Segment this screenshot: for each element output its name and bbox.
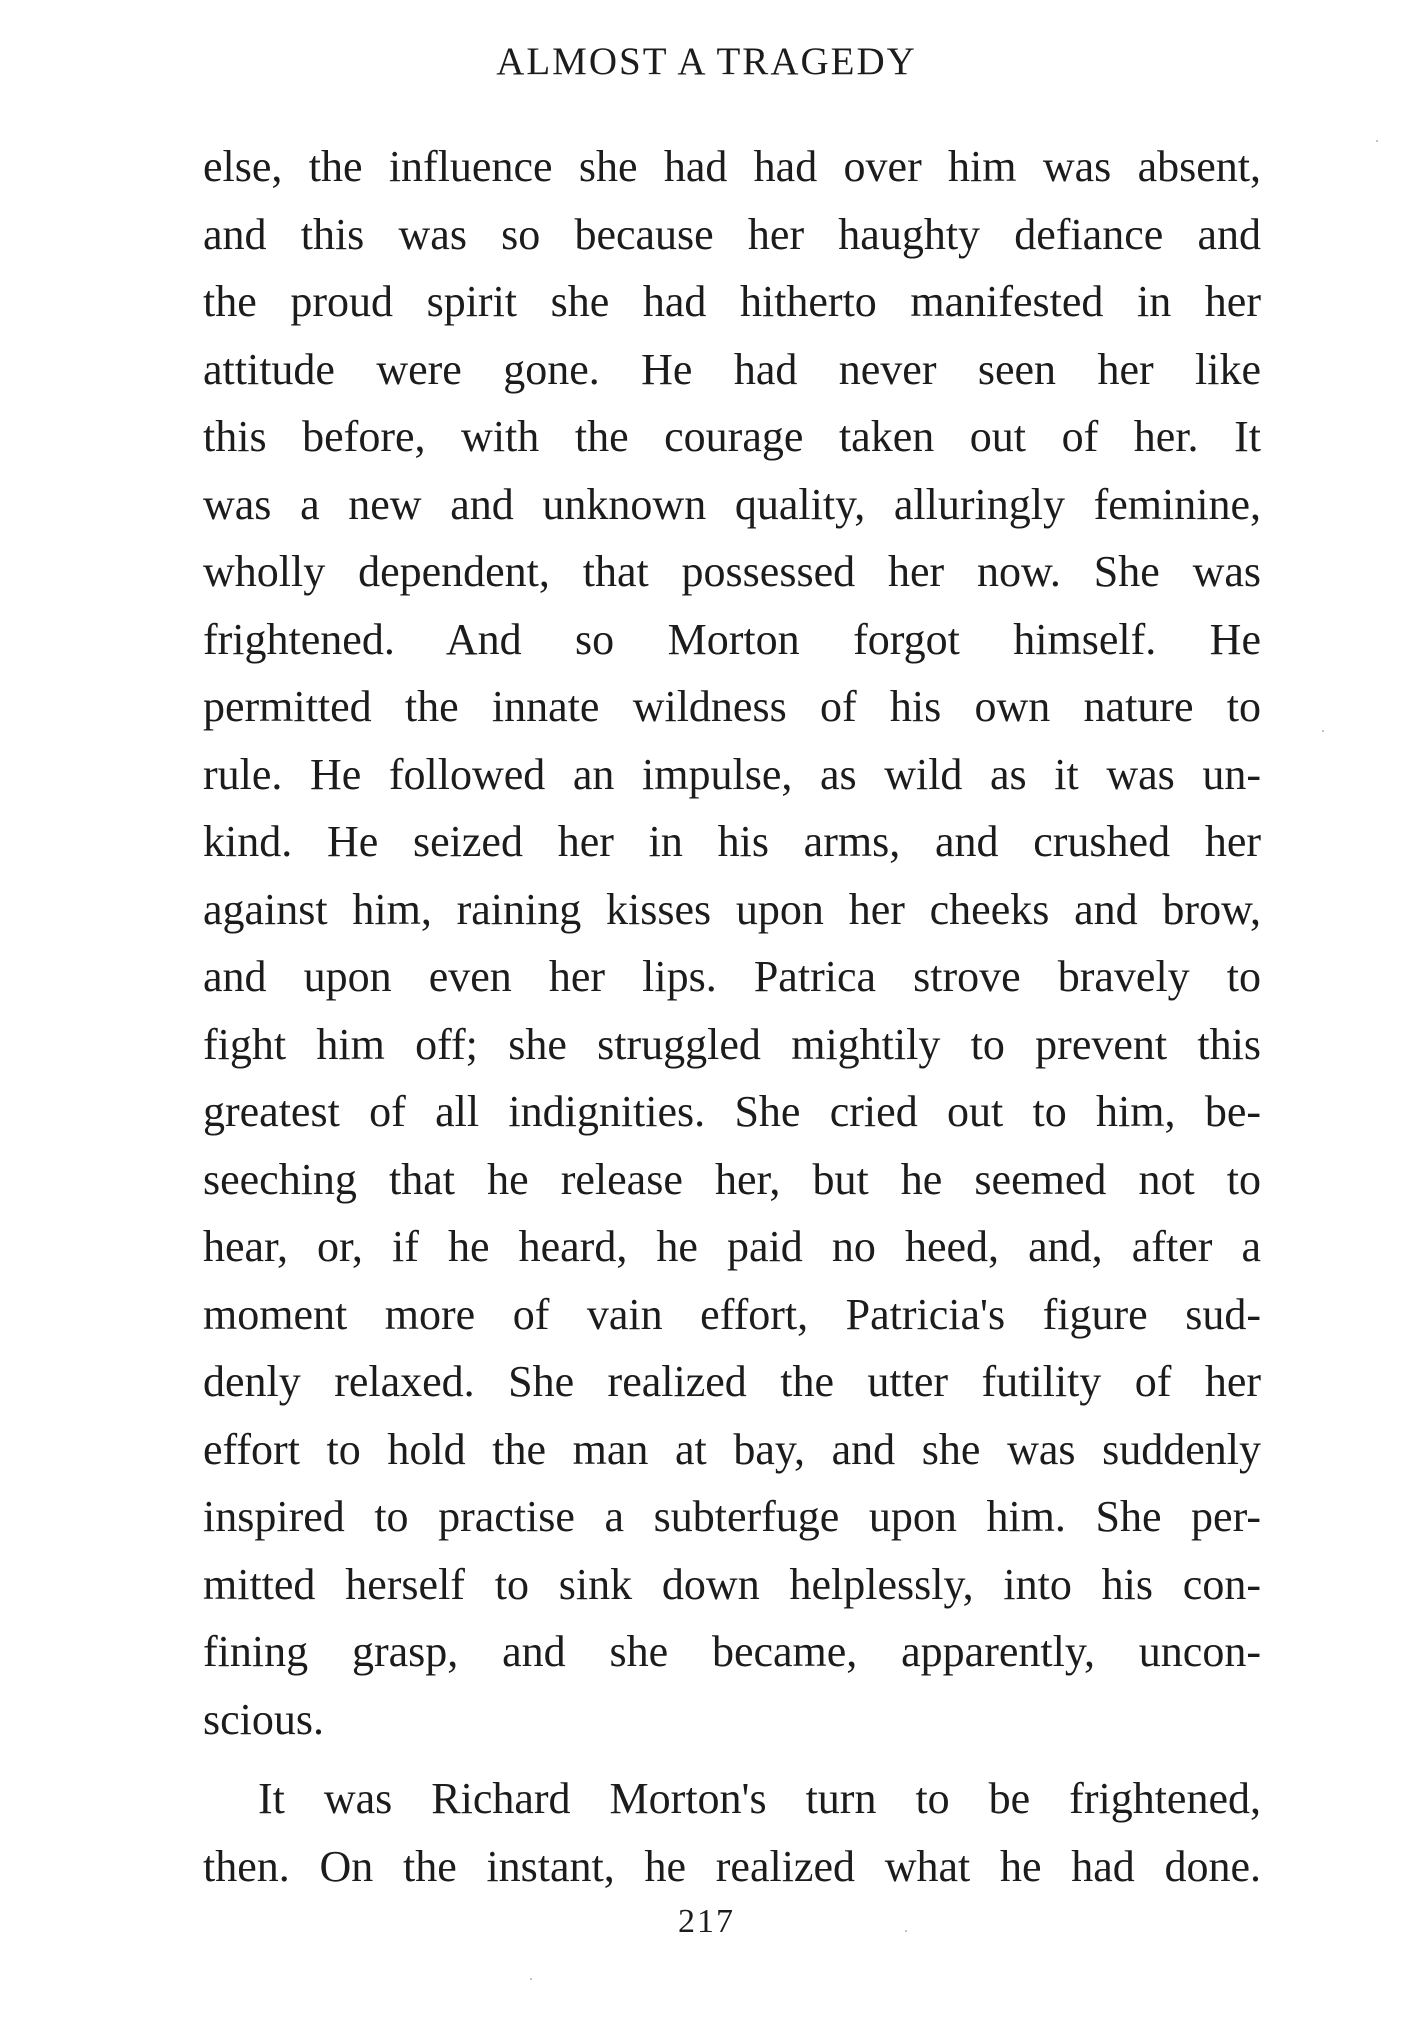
text-line: against him, raining kisses upon her cheeks and brow, [203, 884, 1261, 934]
paper-speck [1376, 140, 1378, 142]
text-line: then. On the instant, he realized what he had done. [203, 1841, 1261, 1891]
text-line: and this was so because her haughty defiance and [203, 209, 1261, 259]
text-line: denly relaxed. She realized the utter futility of her [203, 1357, 1261, 1406]
text-line: rule. He followed an impulse, as wild as it was un- [203, 749, 1261, 799]
text-line: else, the influence she had had over him was absent, [203, 142, 1261, 191]
text-line: frightened. And so Morton forgot himself. He [203, 614, 1261, 664]
text-line: inspired to practise a subterfuge upon him. She per- [203, 1492, 1261, 1541]
text-line: greatest of all indignities. She cried out to him, be- [203, 1087, 1261, 1136]
text-line: fight him off; she struggled mightily to prevent this [203, 1019, 1261, 1069]
text-line: seeching that he release her, but he seemed not to [203, 1154, 1261, 1204]
text-line: kind. He seized her in his arms, and crushed her [203, 817, 1261, 866]
body-text [203, 133, 1261, 1900]
text-line: this before, with the courage taken out of her. It [203, 412, 1261, 461]
text-line: scious. [203, 1694, 324, 1744]
paper-speck [530, 1978, 532, 1980]
page-number: 217 [678, 1903, 735, 1940]
text-line: the proud spirit she had hitherto manifested in her [203, 277, 1261, 326]
paper-speck [1322, 730, 1324, 732]
text-line: wholly dependent, that possessed her now. She was [203, 547, 1261, 596]
text-line: hear, or, if he heard, he paid no heed, and, after a [203, 1222, 1261, 1271]
running-head: ALMOST A TRAGEDY [496, 40, 917, 83]
text-line: fining grasp, and she became, apparently, uncon- [203, 1627, 1261, 1676]
text-line: attitude were gone. He had never seen her like [203, 344, 1261, 394]
paper-speck [905, 1930, 907, 1932]
text-line: and upon even her lips. Patrica strove bravely to [203, 952, 1261, 1001]
text-line: permitted the innate wildness of his own nature to [203, 682, 1261, 731]
paragraph-gap [203, 1753, 1261, 1765]
text-line: effort to hold the man at bay, and she was suddenly [203, 1424, 1261, 1474]
text-line: It was Richard Morton's turn to be frightened, [258, 1774, 1261, 1823]
text-line: was a new and unknown quality, alluringly feminine, [203, 479, 1261, 529]
text-line: mitted herself to sink down helplessly, into his con- [203, 1559, 1261, 1609]
text-line: moment more of vain effort, Patricia's figure sud- [203, 1289, 1261, 1339]
